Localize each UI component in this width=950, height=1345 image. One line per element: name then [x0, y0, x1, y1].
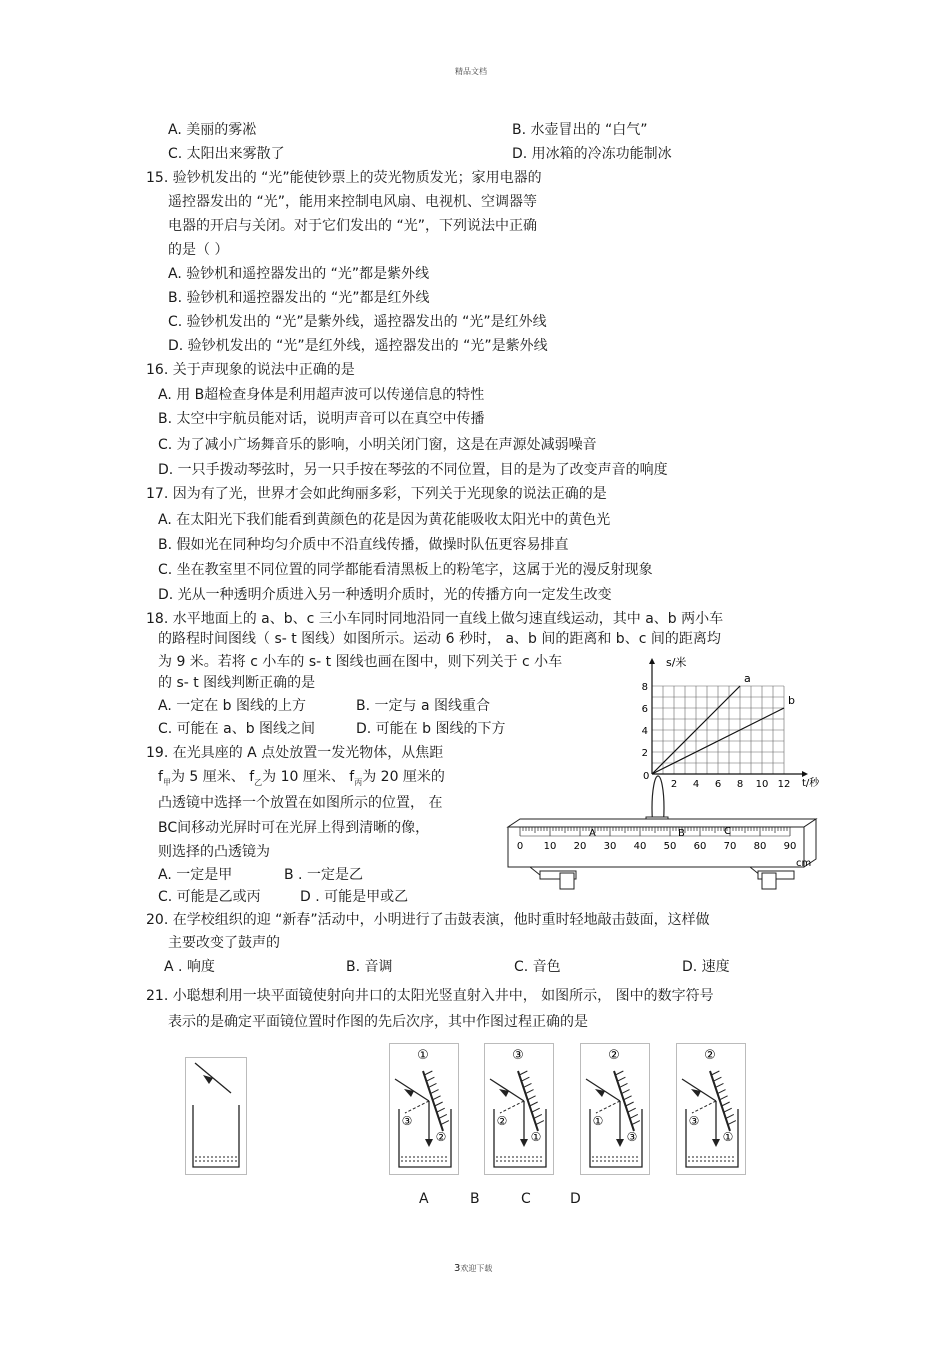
incident-ray: [490, 1079, 524, 1101]
y-tick-label: 8: [641, 682, 648, 693]
st-graph: [640, 654, 820, 794]
mirror: [614, 1071, 634, 1131]
q21-label-c: C: [521, 1191, 531, 1207]
q18-option-d: D. 可能在 b 图线的下方: [356, 721, 506, 737]
bench-unit: cm: [796, 858, 812, 869]
step-number-top: ②: [608, 1048, 620, 1063]
q15-stem-line4: 的是（ ）: [168, 242, 229, 258]
mirror-hatch: [526, 1090, 534, 1094]
mirror-hatch: [534, 1114, 542, 1118]
optical-bench: [500, 775, 825, 895]
q19-stem-line1: 19. 在光具座的 A 点处放置一发光物体，从焦距: [146, 745, 444, 761]
mirror-hatch: [536, 1121, 544, 1125]
mirror-hatch: [424, 1071, 432, 1075]
q14-option-d: D. 用冰箱的冷冻功能制冰: [512, 146, 672, 162]
ruler-label: 80: [753, 841, 767, 852]
mirror-hatch: [532, 1108, 540, 1112]
q19-option-d: D . 可能是甲或乙: [300, 889, 409, 905]
mirror-hatch: [722, 1102, 730, 1106]
incident-ray: [395, 1079, 429, 1101]
q16-stem: 16. 关于声现象的说法中正确的是: [146, 362, 355, 378]
ruler-label: 30: [603, 841, 617, 852]
q17-stem: 17. 因为有了光，世界才会如此绚丽多彩，下列关于光现象的说法正确的是: [146, 486, 607, 502]
q17-option-a: A. 在太阳光下我们能看到黄颜色的花是因为黄花能吸收太阳光中的黄色光: [158, 512, 611, 528]
mirror-hatch: [711, 1071, 719, 1075]
series-label-b: b: [788, 694, 795, 707]
mirror-hatch: [615, 1071, 623, 1075]
q21-label-d: D: [570, 1191, 581, 1207]
mirror-hatch: [724, 1108, 732, 1112]
q19-sub-bing: 丙: [354, 777, 363, 787]
x-tick-label: 2: [670, 779, 678, 790]
footer-text: 欢迎下载: [460, 1264, 493, 1273]
x-tick-label: 10: [755, 779, 769, 790]
q19-stem-line2: [158, 768, 445, 792]
q15-option-b: B. 验钞机和遥控器发出的 “光”都是红外线: [168, 290, 430, 306]
q17-option-d: D. 光从一种透明介质进入另一种透明介质时，光的传播方向一定发生改变: [158, 587, 612, 603]
q15-option-d: D. 验钞机发出的 “光”是红外线，遥控器发出的 “光”是紫外线: [168, 338, 548, 354]
bench-label-c: C: [724, 826, 731, 837]
mirror: [518, 1071, 538, 1131]
mirror-hatch: [713, 1077, 721, 1081]
q20-option-a: A . 响度: [164, 959, 215, 975]
origin-label: 0: [643, 771, 650, 782]
mirror-hatch: [720, 1096, 728, 1100]
reflected-arrow: [712, 1139, 720, 1147]
bench-foot-right-side: [762, 873, 776, 889]
series-label-a: a: [744, 672, 751, 685]
mirror-hatch: [426, 1077, 434, 1081]
step-number-top: ③: [512, 1048, 524, 1063]
y-axis-arrow: [649, 658, 655, 664]
q21-label-a: A: [419, 1191, 429, 1207]
mirror-hatch: [437, 1108, 445, 1112]
q20-stem-line2: 主要改变了鼓声的: [168, 935, 280, 951]
ruler-label: 0: [516, 841, 524, 852]
q21-stem-line1: 21. 小聪想利用一块平面镜使射向井口的太阳光竖直射入井中， 如图所示， 图中的数字符号: [146, 988, 714, 1004]
q19-stem-line5: 则选择的凸透镜为: [158, 844, 270, 860]
q16-option-d: D. 一只手拨动琴弦时，另一只手按在琴弦的不同位置，目的是为了改变声音的响度: [158, 462, 668, 478]
ruler-label: 50: [663, 841, 677, 852]
mirror-hatch: [431, 1090, 439, 1094]
mirror: [710, 1071, 730, 1131]
mirror-hatch: [715, 1083, 723, 1087]
ruler-label: 40: [633, 841, 647, 852]
q15-option-c: C. 验钞机发出的 “光”是紫外线，遥控器发出的 “光”是红外线: [168, 314, 547, 330]
mirror-hatch: [528, 1096, 536, 1100]
q20-option-c: C. 音色: [514, 959, 561, 975]
mirror-hatch: [628, 1108, 636, 1112]
mirror-hatch: [428, 1083, 436, 1087]
q21-panel-a: [389, 1043, 459, 1179]
st-axes: [643, 658, 808, 782]
q16-option-c: C. 为了减小广场舞音乐的影响，小明关闭门窗，这是在声源处减弱噪音: [158, 437, 597, 453]
st-ylabel: s/米: [666, 656, 687, 669]
step-number-bottom: ①: [530, 1130, 542, 1144]
q19-text-c: 为 10 厘米、 f: [262, 769, 355, 785]
step-number-left: ③: [401, 1114, 413, 1128]
mirror: [423, 1071, 443, 1131]
mirror-hatch: [726, 1114, 734, 1118]
x-tick-label: 6: [714, 779, 722, 790]
incident-ray: [682, 1079, 716, 1101]
step-number-left: ③: [688, 1114, 700, 1128]
y-tick-label: 4: [641, 726, 648, 737]
step-number-top: ②: [704, 1048, 716, 1063]
mirror-hatch: [622, 1090, 630, 1094]
y-tick-label: 2: [641, 748, 648, 759]
normal-dashed: [500, 1101, 524, 1113]
page-number: 3: [454, 1263, 461, 1274]
ruler-label: 20: [573, 841, 587, 852]
well-original: [185, 1057, 247, 1175]
bench-top: [508, 819, 816, 827]
ruler-label: 60: [693, 841, 707, 852]
q18-option-b: B. 一定与 a 图线重合: [356, 698, 490, 714]
ruler-label: 90: [783, 841, 797, 852]
q21-panel-c: [580, 1043, 650, 1179]
bench-label-a: A: [589, 828, 596, 839]
q17-option-c: C. 坐在教室里不同位置的同学都能看清黑板上的粉笔字，这属于光的漫反射现象: [158, 562, 653, 578]
q20-stem-line1: 20. 在学校组织的迎 “新春”活动中，小明进行了击鼓表演，他时重时轻地敲击鼓面，这样做: [146, 912, 710, 928]
normal-dashed: [596, 1101, 620, 1113]
st-lines: [652, 672, 795, 774]
q14-option-a: A. 美丽的雾凇: [168, 122, 257, 138]
panel-frame: [677, 1044, 746, 1175]
mirror-hatch: [630, 1114, 638, 1118]
mirror-hatch: [617, 1077, 625, 1081]
q15-stem-line2: 遥控器发出的 “光”，能用来控制电风扇、电视机、空调器等: [168, 194, 537, 210]
mirror-hatch: [626, 1102, 634, 1106]
q21-stem-line2: 表示的是确定平面镜位置时作图的先后次序，其中作图过程正确的是: [168, 1014, 588, 1030]
q20-option-d: D. 速度: [682, 959, 730, 975]
q18-option-c: C. 可能在 a、b 图线之间: [158, 721, 316, 737]
step-number-left: ①: [592, 1114, 604, 1128]
x-tick-label: 8: [736, 779, 744, 790]
q20-option-b: B. 音调: [346, 959, 393, 975]
st-grid: [652, 686, 784, 774]
q19-stem-line4: BC间移动光屏时可在光屏上得到清晰的像，: [158, 820, 430, 836]
q19-option-b: B . 一定是乙: [284, 867, 363, 883]
mirror-hatch: [441, 1121, 449, 1125]
panel-frame: [390, 1044, 459, 1175]
mirror-hatch: [519, 1071, 527, 1075]
q15-stem-line1: 15. 验钞机发出的 “光”能使钞票上的荧光物质发光；家用电器的: [146, 170, 542, 186]
reflected-arrow: [616, 1139, 624, 1147]
step-number-bottom: ③: [626, 1130, 638, 1144]
page-footer: [454, 1260, 492, 1278]
bench-foot-left-side: [560, 873, 574, 889]
q21-label-b: B: [470, 1191, 480, 1207]
y-tick-label: 6: [641, 704, 648, 715]
q18-option-a: A. 一定在 b 图线的上方: [158, 698, 307, 714]
normal-dashed: [692, 1101, 716, 1113]
q18-stem-line3: 为 9 米。若将 c 小车的 s- t 图线也画在图中，则下列关于 c 小车: [158, 654, 563, 670]
incident-ray: [586, 1079, 620, 1101]
mirror-hatch: [530, 1102, 538, 1106]
q18-stem-line2: 的路程时间图线（ s- t 图线）如图所示。运动 6 秒时， a、b 间的距离和 b、c 间的距离均: [158, 631, 721, 647]
mirror-hatch: [435, 1102, 443, 1106]
panel-frame: [485, 1044, 554, 1175]
reflected-arrow: [425, 1139, 433, 1147]
q19-sub-yi: 乙: [254, 777, 263, 787]
normal-dashed: [405, 1101, 429, 1113]
mirror-hatch: [624, 1096, 632, 1100]
panel-frame: [581, 1044, 650, 1175]
bench-label-b: B: [678, 828, 685, 839]
x-tick-label: 12: [777, 779, 791, 790]
q19-text-b: 为 5 厘米、 f: [170, 769, 255, 785]
q18-stem-line1: 18. 水平地面上的 a、b、c 三小车同时同地沿同一直线上做匀速直线运动，其中 a、b 两小车: [146, 611, 724, 627]
q14-option-b: B. 水壶冒出的 “白气”: [512, 122, 648, 138]
q15-option-a: A. 验钞机和遥控器发出的 “光”都是紫外线: [168, 266, 430, 282]
q14-option-c: C. 太阳出来雾散了: [168, 146, 285, 162]
q17-option-b: B. 假如光在同种均匀介质中不沿直线传播，做操时队伍更容易排直: [158, 537, 569, 553]
step-number-bottom: ①: [722, 1130, 734, 1144]
q16-option-a: A. 用 B超检查身体是利用超声波可以传递信息的特性: [158, 387, 485, 403]
step-number-bottom: ②: [435, 1130, 447, 1144]
ruler-label: 10: [543, 841, 557, 852]
mirror-hatch: [439, 1114, 447, 1118]
q21-panel-d: [676, 1043, 746, 1179]
mirror-hatch: [632, 1121, 640, 1125]
q19-text-d: 为 20 厘米的: [362, 769, 445, 785]
mirror-hatch: [619, 1083, 627, 1087]
ruler-label: 70: [723, 841, 737, 852]
q18-stem-line4: 的 s- t 图线判断正确的是: [158, 675, 316, 691]
q16-option-b: B. 太空中宇航员能对话，说明声音可以在真空中传播: [158, 411, 485, 427]
st-xlabel: t/秒: [802, 778, 820, 789]
q19-f-jia: f: [158, 769, 163, 785]
q19-sub-jia: 甲: [162, 777, 171, 787]
x-tick-label: 4: [692, 779, 700, 790]
page-header: 精品文档: [455, 67, 487, 76]
q19-option-c: C. 可能是乙或丙: [158, 889, 261, 905]
mirror-hatch: [521, 1077, 529, 1081]
mirror-hatch: [718, 1090, 726, 1094]
reflected-arrow: [520, 1139, 528, 1147]
mirror-hatch: [523, 1083, 531, 1087]
q19-option-a: A. 一定是甲: [158, 867, 233, 883]
q19-stem-line3: 凸透镜中选择一个放置在如图所示的位置， 在: [158, 795, 443, 811]
q15-stem-line3: 电器的开启与关闭。对于它们发出的 “光”，下列说法中正确: [168, 218, 537, 234]
step-number-left: ②: [496, 1114, 508, 1128]
q21-panel-b: [484, 1043, 554, 1179]
mirror-hatch: [728, 1121, 736, 1125]
step-number-top: ①: [417, 1048, 429, 1063]
mirror-hatch: [433, 1096, 441, 1100]
